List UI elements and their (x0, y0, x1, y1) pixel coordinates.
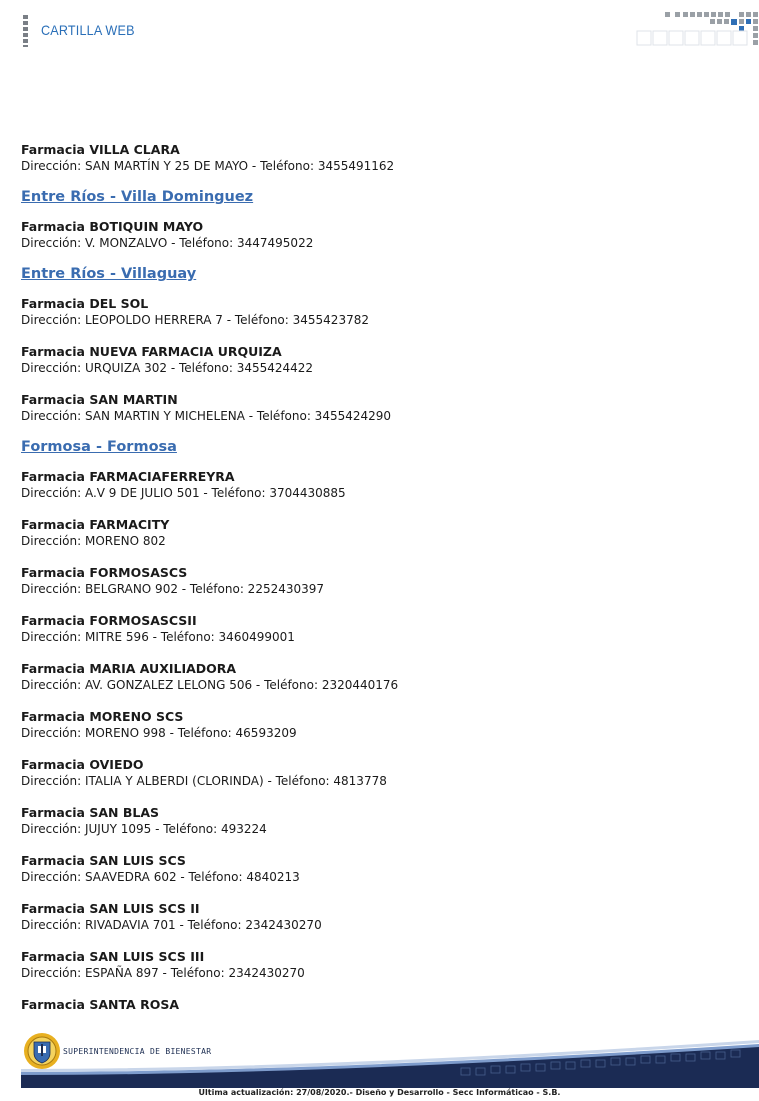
pharmacy-name: Farmacia OVIEDO (21, 757, 144, 772)
list-item (21, 996, 741, 1013)
header-squares-icon (635, 12, 759, 46)
list-item (21, 756, 741, 790)
list-item (21, 218, 741, 252)
pharmacy-name: Farmacia SAN MARTIN (21, 392, 178, 407)
pharmacy-name: Farmacia MORENO SCS (21, 709, 184, 724)
pharmacy-name: Farmacia SANTA ROSA (21, 997, 179, 1012)
pharmacy-address: Dirección: SAN MARTÍN Y 25 DE MAYO - Teléfono: 3455491162 (21, 159, 395, 173)
footer-update-note: Ultima actualización: 27/08/2020.- Diseño y Desarrollo - Secc Informáticao - S.B. (198, 1088, 561, 1097)
list-item (21, 900, 741, 934)
page-footer (0, 1030, 759, 1101)
list-item (21, 804, 741, 838)
list-item (21, 141, 741, 175)
header-title: CARTILLA WEB (41, 22, 135, 38)
pharmacy-address: Dirección: ITALIA Y ALBERDI (CLORINDA) - Teléfono: 4813778 (21, 774, 387, 788)
list-item (21, 295, 741, 329)
pharmacy-name: Farmacia FARMACIAFERREYRA (21, 469, 235, 484)
pharmacy-name: Farmacia SAN LUIS SCS III (21, 949, 205, 964)
pharmacy-address: Dirección: SAN MARTIN Y MICHELENA - Teléfono: 3455424290 (21, 409, 392, 423)
list-item (21, 516, 741, 550)
pharmacy-name: Farmacia DEL SOL (21, 296, 149, 311)
pharmacy-name: Farmacia SAN LUIS SCS (21, 853, 186, 868)
list-item (21, 612, 741, 646)
list-item (21, 564, 741, 598)
pharmacy-name: Farmacia MARIA AUXILIADORA (21, 661, 237, 676)
footer-organization: SUPERINTENDENCIA DE BIENESTAR (63, 1047, 212, 1056)
pharmacy-name: Farmacia SAN BLAS (21, 805, 160, 820)
pharmacy-address: Dirección: ESPAÑA 897 - Teléfono: 2342430270 (21, 966, 305, 980)
pharmacy-address: Dirección: MORENO 998 - Teléfono: 46593209 (21, 726, 297, 740)
section-heading[interactable]: Entre Ríos - Villaguay (21, 266, 197, 282)
pharmacy-address: Dirección: SAAVEDRA 602 - Teléfono: 4840213 (21, 870, 300, 884)
pharmacy-name: Farmacia SAN LUIS SCS II (21, 901, 200, 916)
pharmacy-name: Farmacia FARMACITY (21, 517, 170, 532)
list-item (21, 852, 741, 886)
pharmacy-address: Dirección: MORENO 802 (21, 534, 166, 548)
list-item (21, 391, 741, 425)
pharmacy-name: Farmacia VILLA CLARA (21, 142, 180, 157)
pharmacy-address: Dirección: URQUIZA 302 - Teléfono: 3455424422 (21, 361, 314, 375)
section-heading[interactable]: Formosa - Formosa (21, 439, 177, 455)
header-bar-icon (23, 15, 28, 47)
pharmacy-address: Dirección: MITRE 596 - Teléfono: 3460499001 (21, 630, 295, 644)
list-item (21, 468, 741, 502)
pharmacy-name: Farmacia FORMOSASCSII (21, 613, 197, 628)
list-item (21, 708, 741, 742)
list-item (21, 660, 741, 694)
institution-seal-icon (23, 1032, 61, 1070)
pharmacy-listing (21, 141, 741, 1027)
pharmacy-name: Farmacia FORMOSASCS (21, 565, 188, 580)
list-item (21, 948, 741, 982)
page-header (0, 0, 759, 60)
pharmacy-address: Dirección: LEOPOLDO HERRERA 7 - Teléfono: 3455423782 (21, 313, 369, 327)
pharmacy-address: Dirección: V. MONZALVO - Teléfono: 3447495022 (21, 236, 314, 250)
pharmacy-address: Dirección: JUJUY 1095 - Teléfono: 493224 (21, 822, 267, 836)
pharmacy-address: Dirección: A.V 9 DE JULIO 501 - Teléfono: 3704430885 (21, 486, 346, 500)
pharmacy-address: Dirección: BELGRANO 902 - Teléfono: 2252430397 (21, 582, 325, 596)
pharmacy-name: Farmacia BOTIQUIN MAYO (21, 219, 204, 234)
footer-wave-graphic (21, 1038, 759, 1088)
pharmacy-name: Farmacia NUEVA FARMACIA URQUIZA (21, 344, 282, 359)
section-heading[interactable]: Entre Ríos - Villa Dominguez (21, 189, 254, 205)
pharmacy-address: Dirección: AV. GONZALEZ LELONG 506 - Teléfono: 2320440176 (21, 678, 399, 692)
list-item (21, 343, 741, 377)
pharmacy-address: Dirección: RIVADAVIA 701 - Teléfono: 2342430270 (21, 918, 322, 932)
